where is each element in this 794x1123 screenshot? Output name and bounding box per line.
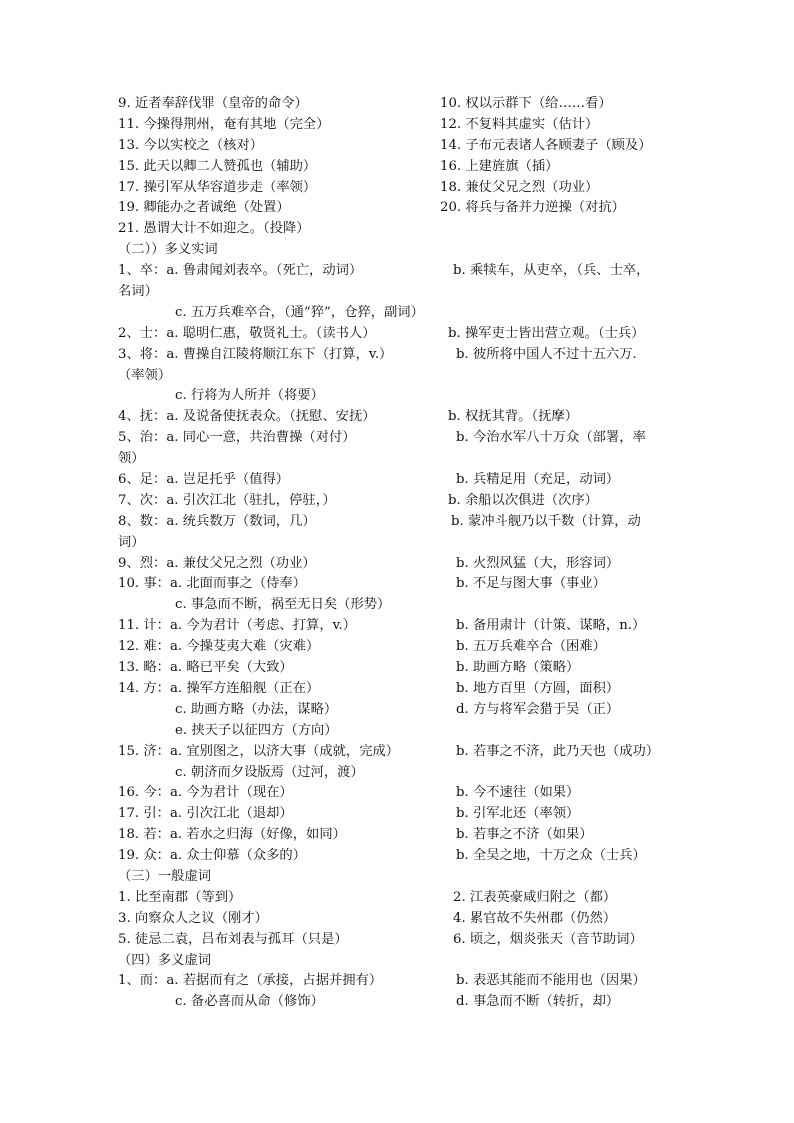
polysemy-entry: b. 蒙冲斗舰乃以千数（计算，动 — [451, 513, 641, 529]
polysemy-entry: 17. 引：a. 引次江北（退却） — [118, 806, 293, 822]
function-word-row — [118, 930, 678, 951]
polysemy-row — [118, 366, 678, 387]
section-title: （四）多义虚词 — [118, 952, 212, 968]
polysemy-row — [118, 763, 678, 784]
polysemy-row — [118, 679, 678, 700]
vocab-item: 12. 不复料其虚实（估计） — [440, 116, 599, 132]
polysemy-entry: b. 备用肃计（计策、谋略，n.） — [456, 618, 646, 634]
vocab-item: 17. 操引军从华容道步走（率领） — [118, 179, 317, 195]
polysemy-entry: 11. 计：a. 今为君计（考虑、打算，v.） — [118, 618, 357, 634]
polysemy-row — [118, 783, 678, 804]
polysemy-entry: 1、卒：a. 鲁肃闻刘表卒。（死亡，动词） — [118, 263, 363, 279]
polysemy-row — [118, 449, 678, 470]
polysemy-entry: 4、抚：a. 及说备使抚表众。（抚慰、安抚） — [118, 409, 376, 425]
polysemy-entry: 5、治：a. 同心一意，共治曹操（对付） — [118, 430, 356, 446]
polysemy-entry: 9、烈：a. 兼仗父兄之烈（功业） — [118, 555, 316, 571]
polysemy-row — [118, 554, 678, 575]
polysemy-row — [118, 303, 678, 324]
polysemy-entry: b. 五万兵难卒合（困难） — [456, 639, 606, 655]
vocab-row — [118, 219, 678, 240]
polysemy-row — [118, 282, 678, 303]
polysemy-row — [118, 742, 678, 763]
vocab-item: 11. 今操得荆州，奄有其地（完全） — [118, 116, 330, 132]
function-word-item: 1. 比至南郡（等到） — [118, 889, 242, 905]
vocab-row — [118, 178, 678, 199]
polysemy-entry: c. 行将为人所并（将要） — [175, 388, 324, 404]
polysemy-row — [118, 491, 678, 512]
polysemy-entry: 10. 事：a. 北面而事之（侍奉） — [118, 576, 307, 592]
function-word-row — [118, 909, 678, 930]
polysemy-row — [118, 700, 678, 721]
vocab-item: 13. 今以实校之（核对） — [118, 137, 264, 153]
polysemy-row — [118, 324, 678, 345]
document-body — [118, 94, 678, 1013]
section-heading — [118, 951, 678, 972]
polysemy-entry: 13. 略：a. 略已平矣（大致） — [118, 660, 293, 676]
polysemy-entry: b. 若事之不济，此乃天也（成功） — [456, 743, 660, 759]
polysemy-row — [118, 261, 678, 282]
polysemy-row — [118, 825, 678, 846]
polysemy-entry: b. 今治水军八十万众（部署，率 — [456, 430, 646, 446]
vocab-item: 10. 权以示群下（给……看） — [440, 96, 612, 111]
vocab-item: 16. 上建旌旗（插） — [440, 158, 559, 174]
polysemy-entry: c. 事急而不断，祸至无日矣（形势） — [175, 597, 391, 613]
polysemy-row — [118, 992, 678, 1013]
section-title: （三）一般虚词 — [118, 868, 212, 884]
polysemy-row — [118, 386, 678, 407]
polysemy-row — [118, 616, 678, 637]
polysemy-row — [118, 470, 678, 491]
polysemy-row — [118, 971, 678, 992]
polysemy-entry: 词） — [118, 534, 145, 550]
polysemy-row — [118, 345, 678, 366]
polysemy-entry: b. 全吴之地，十万之众（士兵） — [456, 848, 646, 864]
polysemy-entry: 16. 今：a. 今为君计（现在） — [118, 785, 293, 801]
polysemy-entry: （率领） — [118, 367, 172, 383]
polysemy-row — [118, 637, 678, 658]
section-heading — [118, 867, 678, 888]
function-word-item: 4. 累官故不失州郡（仍然） — [453, 910, 617, 926]
polysemy-entry: b. 地方百里（方圆，面积） — [456, 680, 620, 696]
polysemy-row — [118, 533, 678, 554]
function-word-item: 6. 顷之，烟炎张天（音节助词） — [453, 931, 643, 947]
function-word-item: 3. 向察众人之议（刚才） — [118, 910, 268, 926]
polysemy-entry: b. 彼所将中国人不过十五六万. — [456, 346, 637, 362]
vocab-row — [118, 198, 678, 219]
polysemy-entry: 8、数：a. 统兵数万（数词，几） — [118, 513, 316, 529]
polysemy-entry: c. 助画方略（办法，谋略） — [175, 701, 338, 717]
section-title: （二））多义实词 — [118, 242, 218, 258]
vocab-row — [118, 157, 678, 178]
polysemy-entry: 3、将：a. 曹操自江陵将顺江东下（打算，v.） — [118, 346, 393, 362]
function-word-item: 2. 江表英豪咸归附之（都） — [453, 889, 617, 905]
polysemy-row — [118, 595, 678, 616]
polysemy-entry: 名词） — [118, 284, 158, 300]
polysemy-entry: b. 表恶其能而不能用也（因果） — [456, 973, 646, 989]
polysemy-entry: d. 方与将军会猎于吴（正） — [456, 701, 620, 717]
polysemy-entry: b. 若事之不济（如果） — [456, 827, 593, 843]
polysemy-entry: b. 乘犊车，从吏卒，（兵、士卒， — [453, 263, 650, 279]
section-heading — [118, 240, 678, 261]
polysemy-entry: 19. 众：a. 众士仰慕（众多的） — [118, 848, 307, 864]
function-word-row — [118, 888, 678, 909]
polysemy-entry: 6、足：a. 岂足托乎（值得） — [118, 472, 290, 488]
polysemy-entry: 18. 若：a. 若水之归海（好像，如同） — [118, 827, 346, 843]
vocab-row — [118, 136, 678, 157]
vocab-item: 19. 卿能办之者诚绝（处置） — [118, 200, 290, 216]
vocab-row — [118, 115, 678, 136]
polysemy-entry: b. 火烈风猛（大，形容词） — [456, 555, 620, 571]
polysemy-row — [118, 658, 678, 679]
polysemy-entry: b. 引军北还（率领） — [456, 806, 580, 822]
polysemy-entry: b. 今不速往（如果） — [456, 785, 580, 801]
polysemy-entry: b. 权抚其背。（抚摩） — [448, 409, 578, 425]
polysemy-row — [118, 721, 678, 742]
vocab-item: 21. 愚谓大计不如迎之。（投降） — [118, 221, 310, 237]
polysemy-entry: b. 兵精足用（充足，动词） — [456, 472, 620, 488]
polysemy-entry: 14. 方：a. 操军方连船舰（正在） — [118, 680, 320, 696]
polysemy-entry: 1、而：a. 若据而有之（承接，占据并拥有） — [118, 973, 383, 989]
polysemy-entry: 领） — [118, 451, 145, 467]
polysemy-entry: e. 挟天子以征四方（方向） — [175, 722, 338, 738]
polysemy-row — [118, 512, 678, 533]
polysemy-entry: b. 操军吏士皆出营立观。（士兵） — [448, 325, 645, 341]
polysemy-row — [118, 428, 678, 449]
polysemy-entry: 15. 济：a. 宜别图之，以济大事（成就，完成） — [118, 743, 400, 759]
polysemy-entry: 2、士：a. 聪明仁惠，敬贤礼士。（读书人） — [118, 325, 376, 341]
polysemy-entry: c. 五万兵难卒合，（通“猝”，仓猝，副词） — [175, 304, 424, 320]
polysemy-entry: b. 助画方略（策略） — [456, 660, 580, 676]
vocab-item: 14. 子布元表诸人各顾妻子（顾及） — [440, 137, 652, 153]
polysemy-row — [118, 804, 678, 825]
polysemy-row — [118, 407, 678, 428]
polysemy-entry: 12. 难：a. 今操芟夷大难（灾难） — [118, 639, 320, 655]
vocab-item: 20. 将兵与备并力逆操（对抗） — [440, 200, 625, 216]
polysemy-entry: c. 朝济而夕设版焉（过河，渡） — [175, 764, 364, 780]
polysemy-row — [118, 846, 678, 867]
polysemy-entry: b. 余船以次俱进（次序） — [448, 492, 598, 508]
polysemy-entry: c. 备必喜而从命（修饰） — [175, 994, 324, 1010]
vocab-item: 18. 兼仗父兄之烈（功业） — [440, 179, 599, 195]
function-word-item: 5. 徒忌二袁，吕布刘表与孤耳（只是） — [118, 931, 348, 947]
vocab-item: 9. 近者奉辞伐罪（皇帝的命令） — [118, 96, 308, 111]
polysemy-row — [118, 574, 678, 595]
polysemy-entry: b. 不足与图大事（事业） — [456, 576, 606, 592]
vocab-item: 15. 此天以卿二人赞孤也（辅助） — [118, 158, 317, 174]
polysemy-entry: d. 事急而不断（转折，却） — [456, 994, 620, 1010]
vocab-row — [118, 94, 678, 115]
polysemy-entry: 7、次：a. 引次江北（驻扎，停驻，） — [118, 492, 336, 508]
